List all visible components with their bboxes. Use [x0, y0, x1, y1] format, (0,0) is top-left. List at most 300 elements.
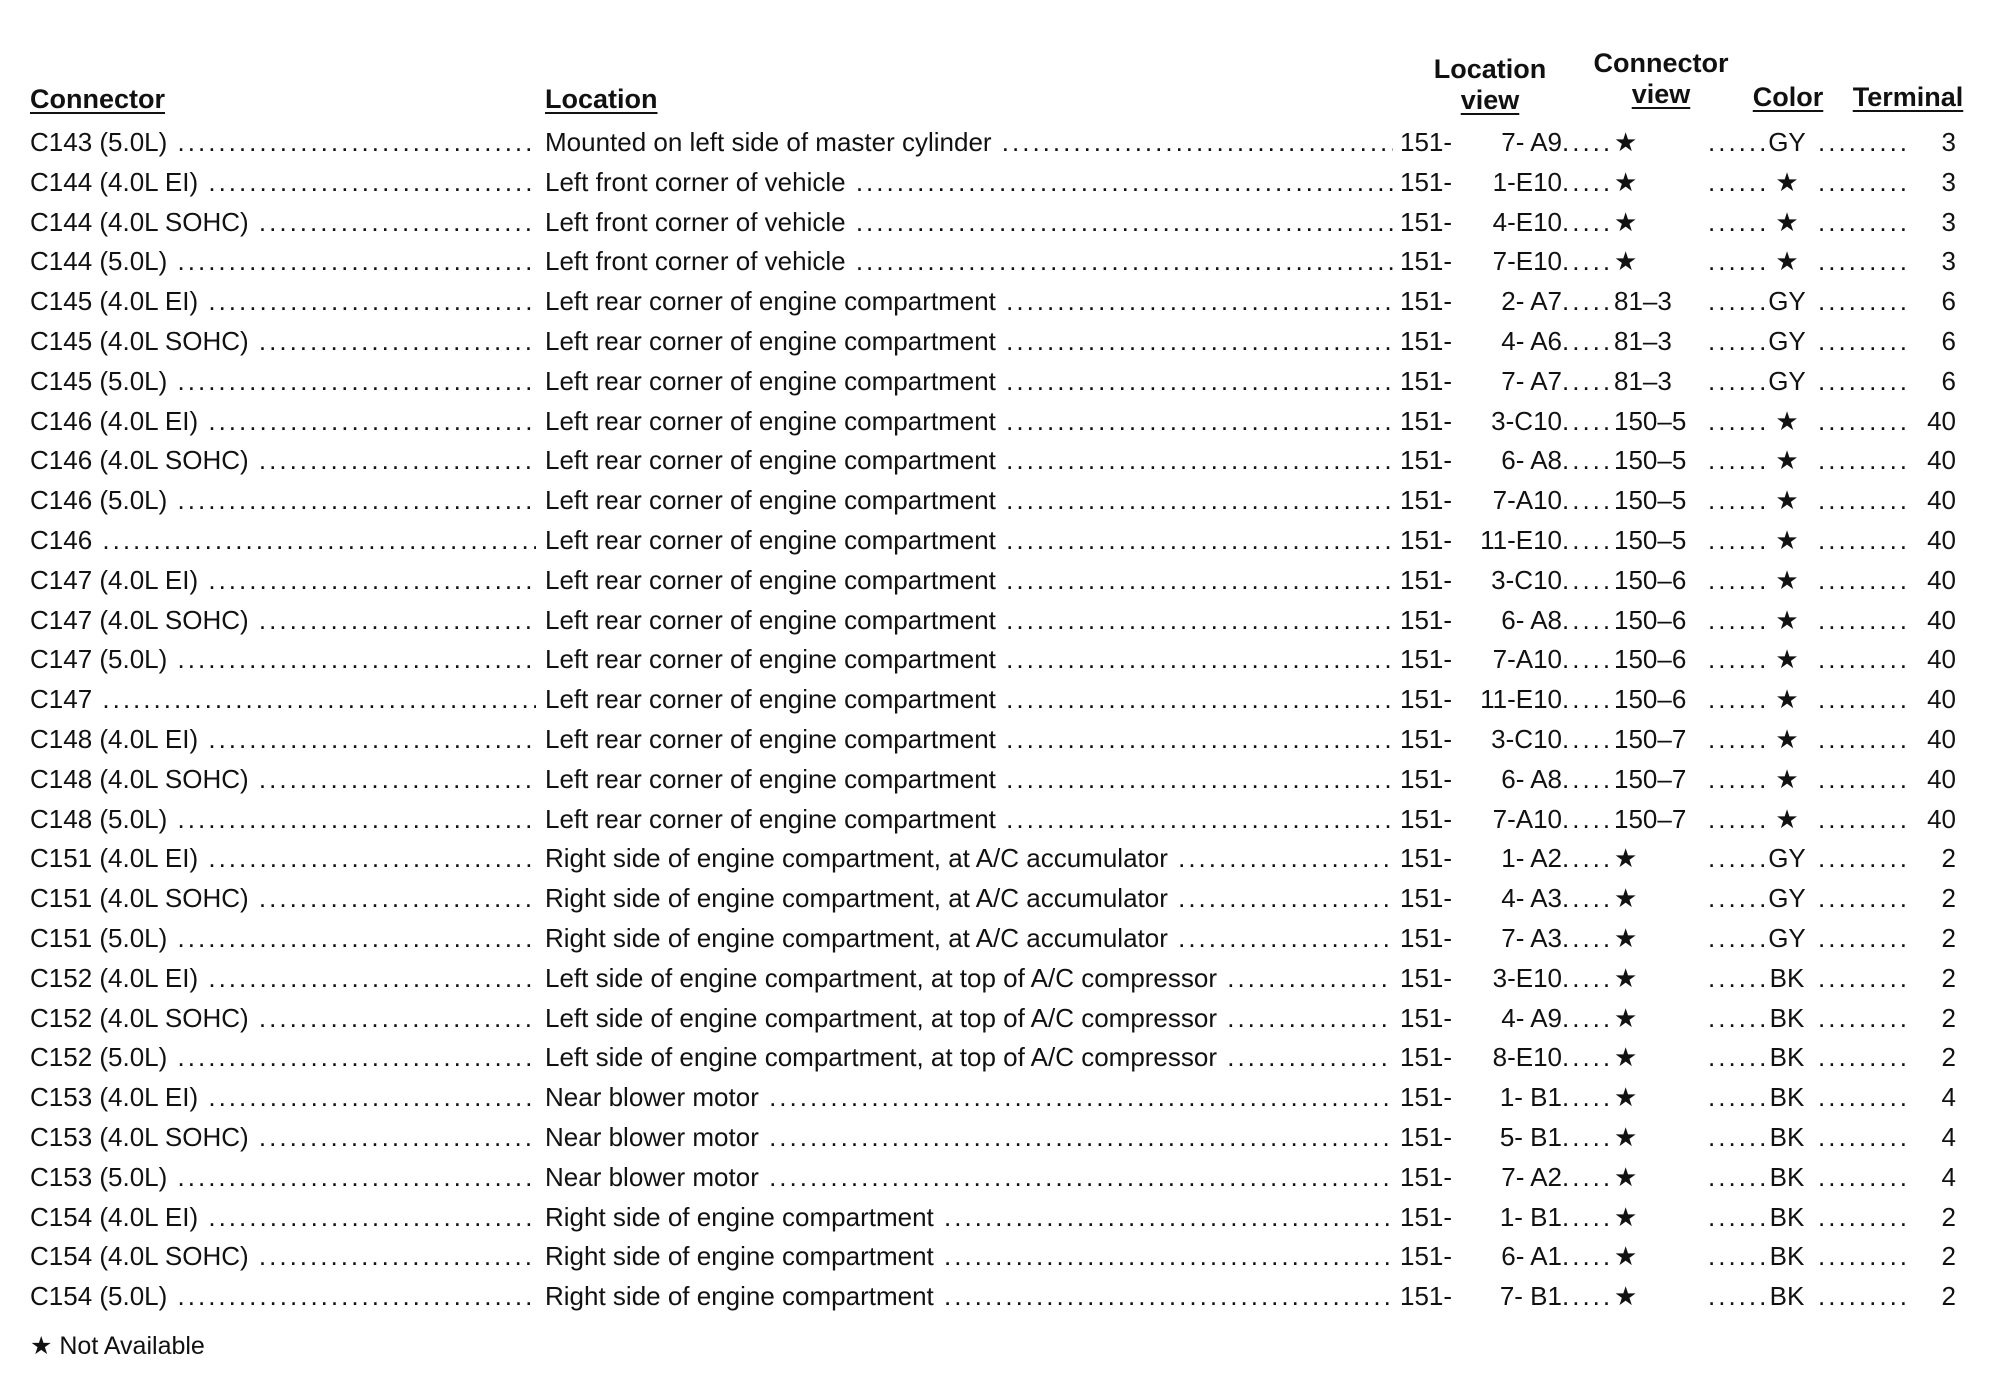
location-view-cell: 6- A8	[1501, 604, 1562, 635]
location-view-prefix-cell: 151-	[1400, 166, 1453, 197]
column-header-location-view-line2: view	[1460, 85, 1520, 115]
connector-view-cell: ★	[1614, 206, 1638, 237]
location-view-cell: 1- A2	[1501, 843, 1562, 874]
dot-leader	[1708, 1237, 1768, 1277]
dot-leader	[1708, 1198, 1768, 1238]
connector-view-cell: 150–6	[1614, 644, 1687, 675]
color-cell: GY	[1768, 127, 1806, 157]
location-view-prefix-cell: 151-	[1400, 763, 1453, 794]
location-view-cell: 5- B1	[1499, 1121, 1562, 1152]
color-cell: BK	[1769, 1002, 1805, 1033]
dot-leader	[1562, 402, 1614, 442]
location-view-cell: 7- A7	[1501, 365, 1562, 396]
connector-view-cell: 150–6	[1614, 564, 1687, 595]
dot-leader	[1818, 680, 1906, 720]
connector-view-cell: 150–6	[1614, 604, 1687, 635]
location-cell: Left rear corner of engine compartment .....	[545, 441, 1393, 481]
terminal-cell: 2	[1941, 1002, 1956, 1033]
color-cell: BK	[1769, 1082, 1805, 1113]
location-view-cell: 8-E10	[1492, 1042, 1562, 1073]
color-cell: GY	[1768, 365, 1806, 396]
color-cell: ★	[1775, 723, 1799, 754]
table-row	[0, 1237, 1990, 1277]
location-view-prefix-cell: 151-	[1400, 127, 1453, 157]
location-view-cell: 7-A10	[1492, 485, 1562, 516]
location-cell: Right side of engine compartment, at A/C accumulator .....	[545, 919, 1393, 959]
connector-cell: C147 (4.0L EI) .....	[30, 561, 536, 601]
dot-leader	[1818, 1078, 1906, 1118]
connector-view-cell: 81–3	[1614, 286, 1672, 317]
dot-leader	[1818, 362, 1906, 402]
connector-view-cell: 150–5	[1614, 445, 1687, 476]
color-cell: GY	[1768, 922, 1806, 953]
column-header-location-label: Location	[545, 84, 658, 114]
terminal-cell: 2	[1941, 843, 1956, 874]
table-row	[0, 561, 1990, 601]
dot-leader	[1562, 1198, 1614, 1238]
connector-cell: C145 (4.0L EI) .....	[30, 282, 536, 322]
terminal-cell: 40	[1927, 485, 1956, 516]
location-view-prefix-cell: 151-	[1400, 883, 1453, 914]
location-cell: Near blower motor .....	[545, 1158, 1393, 1198]
dot-leader	[1708, 1078, 1768, 1118]
dot-leader	[1708, 441, 1768, 481]
dot-leader	[1818, 800, 1906, 840]
connector-view-cell: ★	[1614, 1002, 1638, 1033]
dot-leader	[1708, 1038, 1768, 1078]
location-view-prefix-cell: 151-	[1400, 1201, 1453, 1232]
location-view-prefix-cell: 151-	[1400, 286, 1453, 317]
connector-cell: C146 (4.0L SOHC) .....	[30, 441, 536, 481]
location-view-cell: 4- A3	[1501, 883, 1562, 914]
location-view-cell: 7- A9	[1501, 127, 1562, 157]
connector-view-cell: 150–7	[1614, 723, 1687, 754]
terminal-cell: 40	[1927, 604, 1956, 635]
dot-leader	[1818, 242, 1906, 282]
column-header-connector-label: Connector	[30, 84, 165, 114]
dot-leader	[1818, 322, 1906, 362]
location-cell: Left front corner of vehicle .....	[545, 163, 1393, 203]
table-row	[0, 402, 1990, 442]
dot-leader	[1562, 1277, 1614, 1317]
terminal-cell: 3	[1941, 206, 1956, 237]
dot-leader	[1818, 760, 1906, 800]
terminal-cell: 3	[1941, 166, 1956, 197]
connector-table-body	[0, 123, 1990, 1317]
location-view-prefix-cell: 151-	[1400, 1281, 1453, 1312]
dot-leader	[1818, 1277, 1906, 1317]
connector-cell: C153 (4.0L EI) .....	[30, 1078, 536, 1118]
connector-cell: C146 .....	[30, 521, 536, 561]
table-row	[0, 123, 1990, 163]
location-cell: Right side of engine compartment, at A/C accumulator .....	[545, 839, 1393, 879]
terminal-cell: 40	[1927, 405, 1956, 436]
connector-view-cell: ★	[1614, 843, 1638, 874]
color-cell: BK	[1769, 1042, 1805, 1073]
location-view-prefix-cell: 151-	[1400, 922, 1453, 953]
color-cell: ★	[1775, 644, 1799, 675]
dot-leader	[1818, 720, 1906, 760]
connector-cell: C154 (4.0L EI) .....	[30, 1198, 536, 1238]
dot-leader	[1562, 1038, 1614, 1078]
connector-cell: C144 (4.0L EI) .....	[30, 163, 536, 203]
connector-view-cell: 150–6	[1614, 684, 1687, 715]
color-cell: GY	[1768, 883, 1806, 914]
color-cell: BK	[1769, 962, 1805, 993]
connector-cell: C153 (4.0L SOHC) .....	[30, 1118, 536, 1158]
dot-leader	[1562, 879, 1614, 919]
connector-view-cell: ★	[1614, 1161, 1638, 1192]
terminal-cell: 3	[1941, 127, 1956, 157]
terminal-cell: 4	[1941, 1161, 1956, 1192]
dot-leader	[1818, 959, 1906, 999]
color-cell: BK	[1769, 1201, 1805, 1232]
dot-leader	[1818, 1118, 1906, 1158]
table-row	[0, 1198, 1990, 1238]
dot-leader	[1562, 322, 1614, 362]
location-cell: Left rear corner of engine compartment .....	[545, 720, 1393, 760]
location-cell: Left side of engine compartment, at top of A/C compressor .....	[545, 1038, 1393, 1078]
connector-view-cell: ★	[1614, 883, 1638, 914]
dot-leader	[1562, 800, 1614, 840]
dot-leader	[1562, 561, 1614, 601]
connector-view-cell: ★	[1614, 166, 1638, 197]
connector-cell: C152 (4.0L EI) .....	[30, 959, 536, 999]
color-cell: ★	[1775, 166, 1799, 197]
connector-view-cell: 81–3	[1614, 365, 1672, 396]
connector-view-cell: ★	[1614, 962, 1638, 993]
table-row	[0, 163, 1990, 203]
location-view-prefix-cell: 151-	[1400, 1082, 1453, 1113]
dot-leader	[1562, 1237, 1614, 1277]
location-view-prefix-cell: 151-	[1400, 365, 1453, 396]
location-view-cell: 4- A9	[1501, 1002, 1562, 1033]
column-header-connector-view-line1: Connector	[1593, 48, 1729, 78]
location-view-cell: 4-E10	[1492, 206, 1562, 237]
terminal-cell: 2	[1941, 1281, 1956, 1312]
dot-leader	[1708, 203, 1768, 243]
terminal-cell: 2	[1941, 883, 1956, 914]
connector-cell: C143 (5.0L) .....	[30, 123, 536, 163]
table-row	[0, 959, 1990, 999]
connector-view-cell: ★	[1614, 1121, 1638, 1152]
dot-leader	[1562, 720, 1614, 760]
location-cell: Left side of engine compartment, at top of A/C compressor .....	[545, 959, 1393, 999]
location-view-prefix-cell: 151-	[1400, 604, 1453, 635]
dot-leader	[1562, 481, 1614, 521]
terminal-cell: 40	[1927, 684, 1956, 715]
location-view-prefix-cell: 151-	[1400, 445, 1453, 476]
location-cell: Right side of engine compartment .....	[545, 1198, 1393, 1238]
table-row	[0, 720, 1990, 760]
dot-leader	[1708, 999, 1768, 1039]
connector-cell: C151 (4.0L SOHC) .....	[30, 879, 536, 919]
location-cell: Left rear corner of engine compartment .....	[545, 481, 1393, 521]
dot-leader	[1708, 839, 1768, 879]
table-row	[0, 680, 1990, 720]
color-cell: GY	[1768, 843, 1806, 874]
connector-cell: C147 .....	[30, 680, 536, 720]
dot-leader	[1708, 680, 1768, 720]
dot-leader	[1562, 163, 1614, 203]
connector-cell: C148 (4.0L SOHC) .....	[30, 760, 536, 800]
connector-cell: C151 (4.0L EI) .....	[30, 839, 536, 879]
dot-leader	[1562, 680, 1614, 720]
location-view-prefix-cell: 151-	[1400, 803, 1453, 834]
connector-view-cell: ★	[1614, 246, 1638, 277]
location-view-prefix-cell: 151-	[1400, 246, 1453, 277]
terminal-cell: 6	[1941, 365, 1956, 396]
footnote-not-available: ★ Not Available	[30, 1332, 205, 1360]
location-cell: Left front corner of vehicle .....	[545, 242, 1393, 282]
color-cell: ★	[1775, 524, 1799, 555]
connector-cell: C147 (5.0L) .....	[30, 640, 536, 680]
location-view-prefix-cell: 151-	[1400, 843, 1453, 874]
dot-leader	[1562, 242, 1614, 282]
color-cell: BK	[1769, 1241, 1805, 1272]
location-cell: Left rear corner of engine compartment .....	[545, 680, 1393, 720]
dot-leader	[1562, 441, 1614, 481]
color-cell: ★	[1775, 206, 1799, 237]
connector-view-cell: ★	[1614, 1281, 1638, 1312]
dot-leader	[1708, 362, 1768, 402]
location-view-cell: 4- A6	[1501, 325, 1562, 356]
column-header-terminal-label: Terminal	[1852, 82, 1964, 112]
dot-leader	[1708, 959, 1768, 999]
table-row	[0, 640, 1990, 680]
dot-leader	[1708, 242, 1768, 282]
column-header-location	[545, 84, 658, 115]
dot-leader	[1562, 1158, 1614, 1198]
dot-leader	[1818, 402, 1906, 442]
connector-cell: C152 (4.0L SOHC) .....	[30, 999, 536, 1039]
dot-leader	[1708, 760, 1768, 800]
color-cell: GY	[1768, 286, 1806, 317]
dot-leader	[1818, 481, 1906, 521]
location-view-prefix-cell: 151-	[1400, 524, 1453, 555]
table-row	[0, 919, 1990, 959]
location-view-prefix-cell: 151-	[1400, 325, 1453, 356]
dot-leader	[1708, 402, 1768, 442]
color-cell: ★	[1775, 604, 1799, 635]
location-cell: Right side of engine compartment .....	[545, 1277, 1393, 1317]
dot-leader	[1818, 123, 1906, 163]
column-header-color	[1748, 82, 1828, 113]
terminal-cell: 2	[1941, 922, 1956, 953]
dot-leader	[1708, 879, 1768, 919]
connector-view-cell: 150–5	[1614, 485, 1687, 516]
dot-leader	[1562, 282, 1614, 322]
location-cell: Left rear corner of engine compartment .....	[545, 282, 1393, 322]
location-view-cell: 6- A1	[1501, 1241, 1562, 1272]
connector-view-cell: 150–5	[1614, 524, 1687, 555]
location-cell: Left rear corner of engine compartment .....	[545, 640, 1393, 680]
color-cell: ★	[1775, 684, 1799, 715]
location-view-cell: 7- A3	[1501, 922, 1562, 953]
terminal-cell: 40	[1927, 803, 1956, 834]
dot-leader	[1562, 999, 1614, 1039]
location-view-prefix-cell: 151-	[1400, 1241, 1453, 1272]
location-view-cell: 11-E10	[1480, 684, 1562, 715]
dot-leader	[1818, 919, 1906, 959]
dot-leader	[1708, 561, 1768, 601]
dot-leader	[1708, 282, 1768, 322]
terminal-cell: 40	[1927, 763, 1956, 794]
column-header-connector	[30, 84, 165, 115]
dot-leader	[1708, 1158, 1768, 1198]
color-cell: GY	[1768, 325, 1806, 356]
table-row	[0, 441, 1990, 481]
color-cell: ★	[1775, 485, 1799, 516]
dot-leader	[1818, 640, 1906, 680]
location-view-cell: 3-C10	[1491, 405, 1562, 436]
location-view-prefix-cell: 151-	[1400, 564, 1453, 595]
table-row	[0, 521, 1990, 561]
connector-view-cell: 150–5	[1614, 405, 1687, 436]
dot-leader	[1562, 123, 1614, 163]
dot-leader	[1818, 601, 1906, 641]
connector-view-cell: 81–3	[1614, 325, 1672, 356]
dot-leader	[1708, 640, 1768, 680]
location-cell: Near blower motor .....	[545, 1078, 1393, 1118]
terminal-cell: 2	[1941, 962, 1956, 993]
dot-leader	[1562, 601, 1614, 641]
location-view-cell: 2- A7	[1501, 286, 1562, 317]
dot-leader	[1818, 1038, 1906, 1078]
dot-leader	[1562, 362, 1614, 402]
table-row	[0, 481, 1990, 521]
dot-leader	[1562, 1118, 1614, 1158]
dot-leader	[1562, 640, 1614, 680]
connector-cell: C153 (5.0L) .....	[30, 1158, 536, 1198]
connector-cell: C146 (5.0L) .....	[30, 481, 536, 521]
location-view-prefix-cell: 151-	[1400, 1042, 1453, 1073]
location-view-cell: 3-C10	[1491, 723, 1562, 754]
dot-leader	[1818, 1198, 1906, 1238]
location-view-prefix-cell: 151-	[1400, 644, 1453, 675]
connector-cell: C145 (4.0L SOHC) .....	[30, 322, 536, 362]
terminal-cell: 40	[1927, 644, 1956, 675]
connector-cell: C154 (4.0L SOHC) .....	[30, 1237, 536, 1277]
dot-leader	[1818, 999, 1906, 1039]
table-row	[0, 203, 1990, 243]
table-row	[0, 242, 1990, 282]
connector-view-cell: ★	[1614, 1042, 1638, 1073]
dot-leader	[1562, 203, 1614, 243]
color-cell: ★	[1775, 246, 1799, 277]
dot-leader	[1562, 521, 1614, 561]
dot-leader	[1708, 521, 1768, 561]
table-row	[0, 999, 1990, 1039]
location-view-cell: 3-C10	[1491, 564, 1562, 595]
location-view-prefix-cell: 151-	[1400, 723, 1453, 754]
connector-cell: C146 (4.0L EI) .....	[30, 402, 536, 442]
column-header-connector-view	[1585, 48, 1737, 110]
location-cell: Left rear corner of engine compartment .....	[545, 800, 1393, 840]
dot-leader	[1818, 282, 1906, 322]
terminal-cell: 2	[1941, 1201, 1956, 1232]
location-cell: Left rear corner of engine compartment .....	[545, 561, 1393, 601]
location-view-cell: 1-E10	[1492, 166, 1562, 197]
connector-cell: C151 (5.0L) .....	[30, 919, 536, 959]
connector-view-cell: 150–7	[1614, 803, 1687, 834]
connector-cell: C144 (5.0L) .....	[30, 242, 536, 282]
dot-leader	[1708, 123, 1768, 163]
dot-leader	[1708, 720, 1768, 760]
location-view-cell: 6- A8	[1501, 445, 1562, 476]
connector-cell: C148 (4.0L EI) .....	[30, 720, 536, 760]
location-cell: Near blower motor .....	[545, 1118, 1393, 1158]
color-cell: ★	[1775, 445, 1799, 476]
connector-view-cell: 150–7	[1614, 763, 1687, 794]
terminal-cell: 6	[1941, 286, 1956, 317]
location-cell: Right side of engine compartment, at A/C accumulator .....	[545, 879, 1393, 919]
location-cell: Left rear corner of engine compartment .....	[545, 402, 1393, 442]
connector-cell: C148 (5.0L) .....	[30, 800, 536, 840]
location-view-cell: 7- B1	[1499, 1281, 1562, 1312]
connector-cell: C144 (4.0L SOHC) .....	[30, 203, 536, 243]
terminal-cell: 40	[1927, 564, 1956, 595]
location-view-prefix-cell: 151-	[1400, 206, 1453, 237]
location-view-prefix-cell: 151-	[1400, 405, 1453, 436]
connector-cell: C147 (4.0L SOHC) .....	[30, 601, 536, 641]
dot-leader	[1562, 919, 1614, 959]
table-row	[0, 1277, 1990, 1317]
dot-leader	[1818, 163, 1906, 203]
location-view-prefix-cell: 151-	[1400, 485, 1453, 516]
terminal-cell: 2	[1941, 1042, 1956, 1073]
dot-leader	[1562, 959, 1614, 999]
location-view-prefix-cell: 151-	[1400, 684, 1453, 715]
location-view-cell: 1- B1	[1499, 1201, 1562, 1232]
connector-cell: C152 (5.0L) .....	[30, 1038, 536, 1078]
location-cell: Left rear corner of engine compartment .....	[545, 362, 1393, 402]
table-row	[0, 601, 1990, 641]
terminal-cell: 2	[1941, 1241, 1956, 1272]
connector-view-cell: ★	[1614, 922, 1638, 953]
table-row	[0, 1038, 1990, 1078]
connector-view-cell: ★	[1614, 1082, 1638, 1113]
dot-leader	[1818, 1158, 1906, 1198]
dot-leader	[1708, 1277, 1768, 1317]
dot-leader	[1708, 481, 1768, 521]
table-row	[0, 1118, 1990, 1158]
terminal-cell: 6	[1941, 325, 1956, 356]
color-cell: ★	[1775, 405, 1799, 436]
color-cell: ★	[1775, 564, 1799, 595]
dot-leader	[1818, 441, 1906, 481]
color-cell: BK	[1769, 1281, 1805, 1312]
table-row	[0, 1158, 1990, 1198]
location-cell: Left rear corner of engine compartment .....	[545, 322, 1393, 362]
dot-leader	[1818, 1237, 1906, 1277]
dot-leader	[1708, 322, 1768, 362]
location-view-cell: 7-A10	[1492, 644, 1562, 675]
location-cell: Mounted on left side of master cylinder .....	[545, 123, 1393, 163]
terminal-cell: 40	[1927, 445, 1956, 476]
connector-cell: C154 (5.0L) .....	[30, 1277, 536, 1317]
connector-cell: C145 (5.0L) .....	[30, 362, 536, 402]
dot-leader	[1708, 919, 1768, 959]
location-view-cell: 1- B1	[1499, 1082, 1562, 1113]
terminal-cell: 4	[1941, 1121, 1956, 1152]
table-row	[0, 839, 1990, 879]
location-cell: Left rear corner of engine compartment .....	[545, 760, 1393, 800]
dot-leader	[1562, 1078, 1614, 1118]
location-view-cell: 3-E10	[1492, 962, 1562, 993]
dot-leader	[1562, 839, 1614, 879]
color-cell: BK	[1769, 1161, 1805, 1192]
